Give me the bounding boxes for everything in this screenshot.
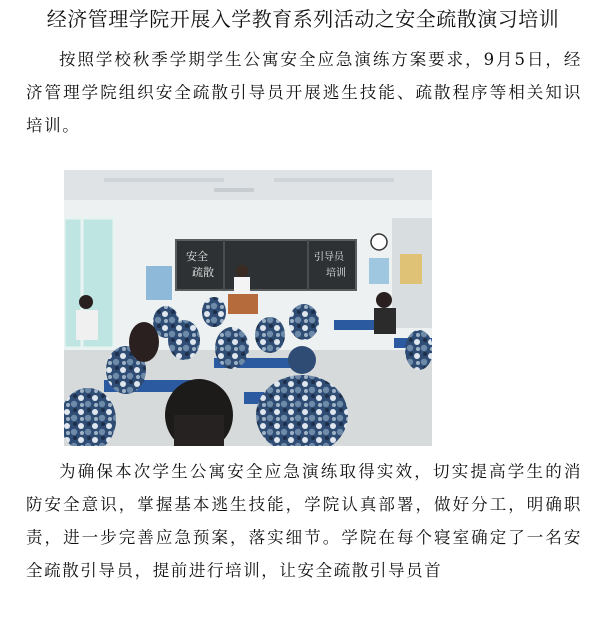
blackboard-text-2: 疏散 — [192, 266, 214, 279]
article-title: 经济管理学院开展入学教育系列活动之安全疏散演习培训 — [46, 7, 560, 31]
blackboard-text-3: 引导员 — [314, 252, 344, 263]
blackboard-text-4: 培训 — [326, 268, 346, 279]
paragraph-details: 为确保本次学生公寓安全应急演练取得实效，切实提高学生的消防安全意识，掌握基本逃生技能，学院认真部署，做好分工，明确职责，进一步完善应急预案，落实细节。学院在每个寝室确定了一名安全疏散引导员，提前进行培训，让安全疏散引导员首 — [26, 462, 582, 580]
classroom-photo — [64, 170, 432, 446]
blackboard-text-1: 安全 — [186, 250, 208, 263]
paragraph-intro: 按照学校秋季学期学生公寓安全应急演练方案要求，9月5日，经济管理学院组织安全疏散引导员开展逃生技能、疏散程序等相关知识培训。 — [26, 50, 582, 135]
